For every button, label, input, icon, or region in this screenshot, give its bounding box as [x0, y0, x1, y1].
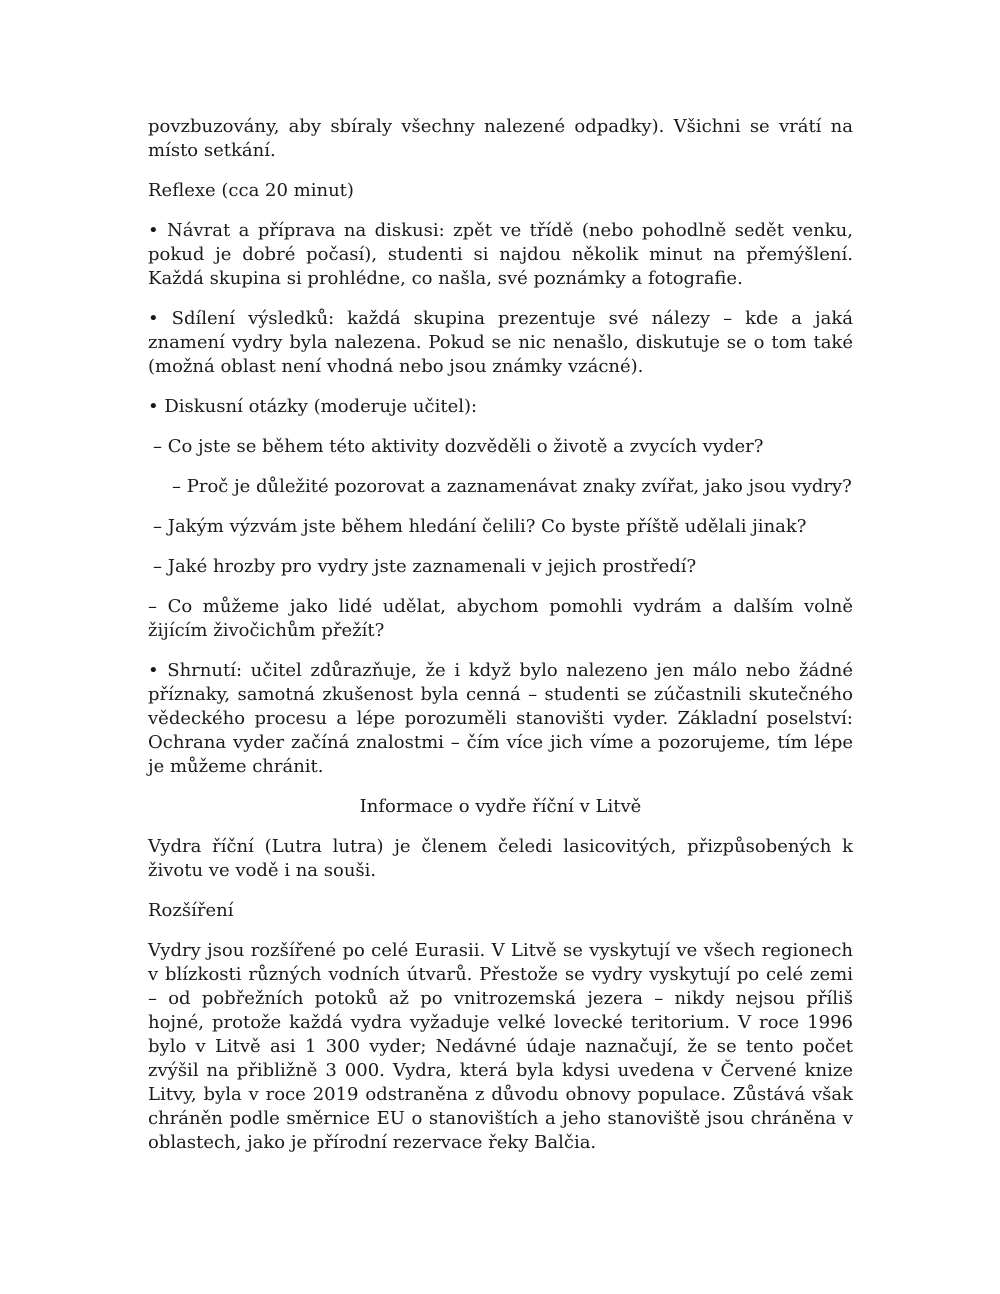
bullet-navrat: • Návrat a příprava na diskusi: zpět ve třídě (nebo pohodlně sedět venku, pokud je dobré počasí), studenti si najdou několik minut na přemýšlení. Každá skupina si prohlédne, co našla, své poznámky a fotografie. [148, 220, 853, 289]
question-3: – Jakým výzvám jste během hledání čelili? Co byste příště udělali jinak? [153, 516, 807, 537]
bullet-sdileni: • Sdílení výsledků: každá skupina prezentuje své nálezy – kde a jaká znamení vydry byla nalezena. Pokud se nic nenašlo, diskutuje se o tom také (možná oblast není vhodná nebo jsou známky vzácné). [148, 308, 853, 377]
question-1: – Co jste se během této aktivity dozvěděli o životě a zvycích vyder? [153, 436, 764, 457]
bullet-shrnuti: • Shrnutí: učitel zdůrazňuje, že i když bylo nalezeno jen málo nebo žádné příznaky, samotná zkušenost byla cenná – studenti se zúčastnili skutečného vědeckého procesu a lépe porozuměli stanovišti vyder. Základní poselství: Ochrana vyder začíná znalostmi – čím více jich víme a pozorujeme, tím lépe je můžeme chránit. [148, 660, 853, 777]
bullet-diskusni-otazky: • Diskusní otázky (moderuje učitel): [148, 396, 478, 417]
question-5: – Co můžeme jako lidé udělat, abychom pomohli vydrám a dalším volně žijícím živočichům přežít? [148, 596, 853, 641]
paragraph-vydra-intro: Vydra říční (Lutra lutra) je členem čeledi lasicovitých, přizpůsobených k životu ve vodě i na souši. [148, 836, 853, 881]
section-title-info: Informace o vydře říční v Litvě [359, 796, 642, 817]
paragraph-rozsireni: Vydry jsou rozšířené po celé Eurasii. V Litvě se vyskytují ve všech regionech v blízkosti různých vodních útvarů. Přestože se vydry vyskytují po celé zemi – od pobřežních potoků až po vnitrozemská jezera – nikdy nejsou příliš hojné, protože každá vydra vyžaduje velké lovecké teritorium. V roce 1996 bylo v Litvě asi 1 300 vyder; Nedávné údaje naznačují, že se tento počet zvýšil na přibližně 3 000. Vydra, která byla kdysi uvedena v Červené knize Litvy, byla v roce 2019 odstraněna z důvodu obnovy populace. Zůstává však chráněn podle směrnice EU o stanovištích a jeho stanoviště jsou chráněna v oblastech, jako je přírodní rezervace řeky Balčia. [148, 940, 853, 1153]
heading-rozsireni: Rozšíření [148, 900, 234, 921]
document-page [148, 115, 853, 1171]
question-4: – Jaké hrozby pro vydry jste zaznamenali v jejich prostředí? [153, 556, 697, 577]
paragraph-intro-end: povzbuzovány, aby sbíraly všechny nalezené odpadky). Všichni se vrátí na místo setkání. [148, 116, 853, 161]
heading-reflexe: Reflexe (cca 20 minut) [148, 180, 354, 201]
question-2: – Proč je důležité pozorovat a zaznamenávat znaky zvířat, jako jsou vydry? [172, 476, 852, 497]
